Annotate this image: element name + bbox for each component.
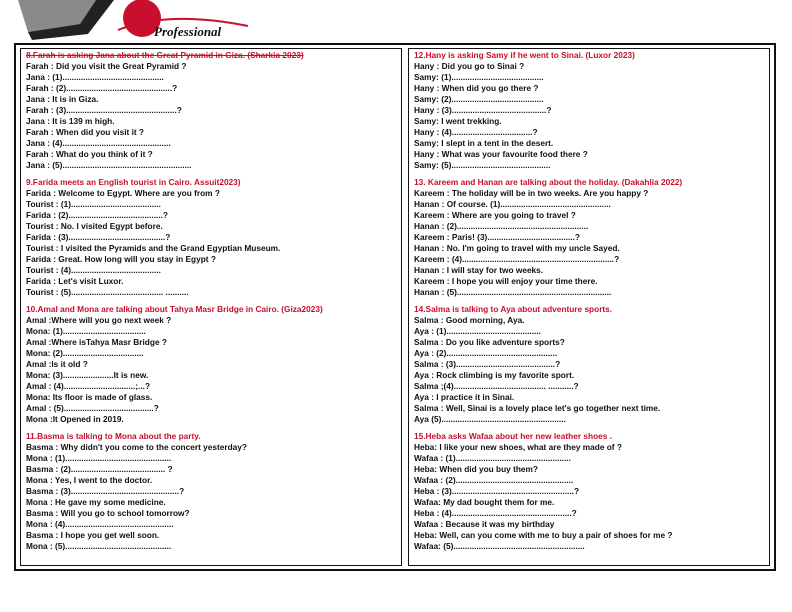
- section-title: 12.Hany is asking Samy if he went to Sinai. (Luxor 2023): [414, 50, 635, 60]
- section-title: 8.Farah is asking Jana about the Great Pyramid in Giza. (Sharkia 2023): [26, 50, 304, 60]
- dialogue-line: Mona : (5)..............................................: [26, 541, 172, 551]
- dialogue-section: [26, 50, 396, 171]
- dialogue-line: Aya : (1).........................................: [414, 326, 541, 336]
- dialogue-line: Tourist : (1).......................................: [26, 199, 161, 209]
- left-column: [20, 48, 402, 566]
- dialogue-line: Tourist : No. I visited Egypt before.: [26, 221, 163, 231]
- dialogue-line: Kareem : Where are you going to travel ?: [414, 210, 576, 220]
- dialogue-line: Mona: (2)...................................: [26, 348, 144, 358]
- dialogue-section: [414, 177, 764, 298]
- dialogue-line: Amal : (5).......................................?: [26, 403, 159, 413]
- dialogue-line: Samy: (5)...........................................: [414, 160, 551, 170]
- dialogue-line: Salma : (3)...........................................?: [414, 359, 561, 369]
- dialogue-line: Mona: (3)......................It is new.: [26, 370, 149, 380]
- dialogue-line: Amal : (4)...............................;...?: [26, 381, 151, 391]
- dialogue-section: [26, 177, 396, 298]
- dialogue-line: Salma ;(4)........................................ ...........?: [414, 381, 579, 391]
- section-title: 15.Heba asks Wafaa about her new leather shoes .: [414, 431, 612, 441]
- dialogue-line: Wafaa : Because it was my birthday: [414, 519, 555, 529]
- dialogue-line: Salma : Do you like adventure sports?: [414, 337, 565, 347]
- dialogue-line: Hanan : (2).........................................................: [414, 221, 589, 231]
- dialogue-line: Mona: (1)....................................: [26, 326, 146, 336]
- dialogue-line: Hany : (4)...................................?: [414, 127, 538, 137]
- dialogue-line: Mona : (4)...............................................: [26, 519, 174, 529]
- dialogue-line: Farah : (3)................................................?: [26, 105, 182, 115]
- dialogue-line: Farah : What do you think of it ?: [26, 149, 153, 159]
- dialogue-line: Tourist : (4).......................................: [26, 265, 161, 275]
- section-title: 14.Salma is talking to Aya about adventure sports.: [414, 304, 613, 314]
- dialogue-line: Basma : Why didn't you come to the concert yesterday?: [26, 442, 247, 452]
- section-title: 9.Farida meets an English tourist in Cairo. Assuit2023): [26, 177, 241, 187]
- dialogue-line: Basma : (3)...............................................?: [26, 486, 185, 496]
- dialogue-line: Jana : (1)............................................: [26, 72, 164, 82]
- professional-logo: [18, 0, 258, 44]
- dialogue-line: Mona : (1)..............................................: [26, 453, 172, 463]
- dialogue-line: Amal :Where isTahya Masr Bridge ?: [26, 337, 167, 347]
- worksheet-frame: [14, 43, 776, 571]
- dialogue-line: Wafaa: My dad bought them for me.: [414, 497, 555, 507]
- section-title: 13. Kareem and Hanan are talking about the holiday. (Dakahlia 2022): [414, 177, 683, 187]
- dialogue-line: Kareem : Paris! (3)......................................?: [414, 232, 580, 242]
- dialogue-line: Hanan : No. I'm going to travel with my uncle Sayed.: [414, 243, 620, 253]
- right-column: [408, 48, 770, 566]
- dialogue-line: Farida : Welcome to Egypt. Where are you from ?: [26, 188, 220, 198]
- dialogue-line: Farida : (2).........................................?: [26, 210, 168, 220]
- dialogue-line: Mona : Yes, I went to the doctor.: [26, 475, 153, 485]
- dialogue-line: Kareem : The holiday will be in two weeks. Are you happy ?: [414, 188, 649, 198]
- dialogue-line: Tourist : I visited the Pyramids and the Grand Egyptian Museum.: [26, 243, 281, 253]
- dialogue-line: Salma : Good morning, Aya.: [414, 315, 525, 325]
- dialogue-line: Hanan : Of course. (1)................................................: [414, 199, 611, 209]
- dialogue-line: Hanan : I will stay for two weeks.: [414, 265, 544, 275]
- dialogue-line: Wafaa: (5).........................................................: [414, 541, 585, 551]
- dialogue-line: Samy: (2)........................................: [414, 94, 544, 104]
- dialogue-line: Mona :It Opened in 2019.: [26, 414, 124, 424]
- dialogue-line: Basma : I hope you get well soon.: [26, 530, 160, 540]
- dialogue-line: Samy: (1)........................................: [414, 72, 544, 82]
- dialogue-line: Tourist : (5)........................................ ..........: [26, 287, 189, 297]
- dialogue-line: Heba : (4)....................................................?: [414, 508, 577, 518]
- dialogue-line: Amal :Where will you go next week ?: [26, 315, 172, 325]
- dialogue-line: Aya : Rock climbing is my favorite sport.: [414, 370, 575, 380]
- dialogue-line: Farah : (2)..............................................?: [26, 83, 178, 93]
- dialogue-line: Farah : Did you visit the Great Pyramid ?: [26, 61, 187, 71]
- dialogue-line: Hany : When did you go there ?: [414, 83, 539, 93]
- section-title: 10.Amal and Mona are talking about Tahya Masr Bridge in Cairo. (Giza2023): [26, 304, 323, 314]
- dialogue-line: Heba: When did you buy them?: [414, 464, 538, 474]
- dialogue-line: Farida : Great. How long will you stay in Egypt ?: [26, 254, 216, 264]
- dialogue-line: Kareem : I hope you will enjoy your time there.: [414, 276, 598, 286]
- dialogue-section: [414, 304, 764, 425]
- dialogue-section: [414, 50, 764, 171]
- dialogue-line: Hany : What was your favourite food there ?: [414, 149, 588, 159]
- dialogue-section: [26, 431, 396, 552]
- section-title: 11.Basma is talking to Mona about the party.: [26, 431, 201, 441]
- dialogue-line: Jana : (4)...............................................: [26, 138, 171, 148]
- dialogue-line: Aya : (2)................................................: [414, 348, 558, 358]
- dialogue-line: Jana : It is in Giza.: [26, 94, 99, 104]
- dialogue-line: Basma : (2)......................................... ?: [26, 464, 173, 474]
- dialogue-line: Farida : (3)..........................................?: [26, 232, 171, 242]
- dialogue-line: Samy: I went trekking.: [414, 116, 502, 126]
- dialogue-line: Basma : Will you go to school tomorrow?: [26, 508, 190, 518]
- dialogue-line: Samy: I slept in a tent in the desert.: [414, 138, 554, 148]
- dialogue-line: Aya : I practice it in Sinai.: [414, 392, 515, 402]
- dialogue-line: Hanan : (5)...................................................................: [414, 287, 612, 297]
- dialogue-line: Hany : Did you go to Sinai ?: [414, 61, 525, 71]
- dialogue-line: Mona : He gave my some medicine.: [26, 497, 166, 507]
- dialogue-line: Jana : It is 139 m high.: [26, 116, 115, 126]
- dialogue-line: Wafaa : (1)..................................................: [414, 453, 571, 463]
- dialogue-section: [414, 431, 764, 552]
- dialogue-section: [26, 304, 396, 425]
- dialogue-line: Amal :Is it old ?: [26, 359, 88, 369]
- dialogue-line: Kareem : (4)..................................................................?: [414, 254, 620, 264]
- dialogue-line: Hany : (3).........................................?: [414, 105, 552, 115]
- dialogue-line: Wafaa : (2)...................................................: [414, 475, 574, 485]
- dialogue-line: Farah : When did you visit it ?: [26, 127, 145, 137]
- dialogue-line: Mona: Its floor is made of glass.: [26, 392, 153, 402]
- logo-text: Professional: [154, 24, 222, 39]
- dialogue-line: Salma : Well, Sinai is a lovely place let's go together next time.: [414, 403, 661, 413]
- dialogue-line: Heba: Well, can you come with me to buy a pair of shoes for me ?: [414, 530, 673, 540]
- dialogue-line: Farida : Let's visit Luxor.: [26, 276, 124, 286]
- dialogue-line: Jana : (5)........................................................: [26, 160, 192, 170]
- dialogue-line: Heba : (3).....................................................?: [414, 486, 580, 496]
- dialogue-line: Heba: I like your new shoes, what are they made of ?: [414, 442, 622, 452]
- dialogue-line: Aya (5)......................................................: [414, 414, 566, 424]
